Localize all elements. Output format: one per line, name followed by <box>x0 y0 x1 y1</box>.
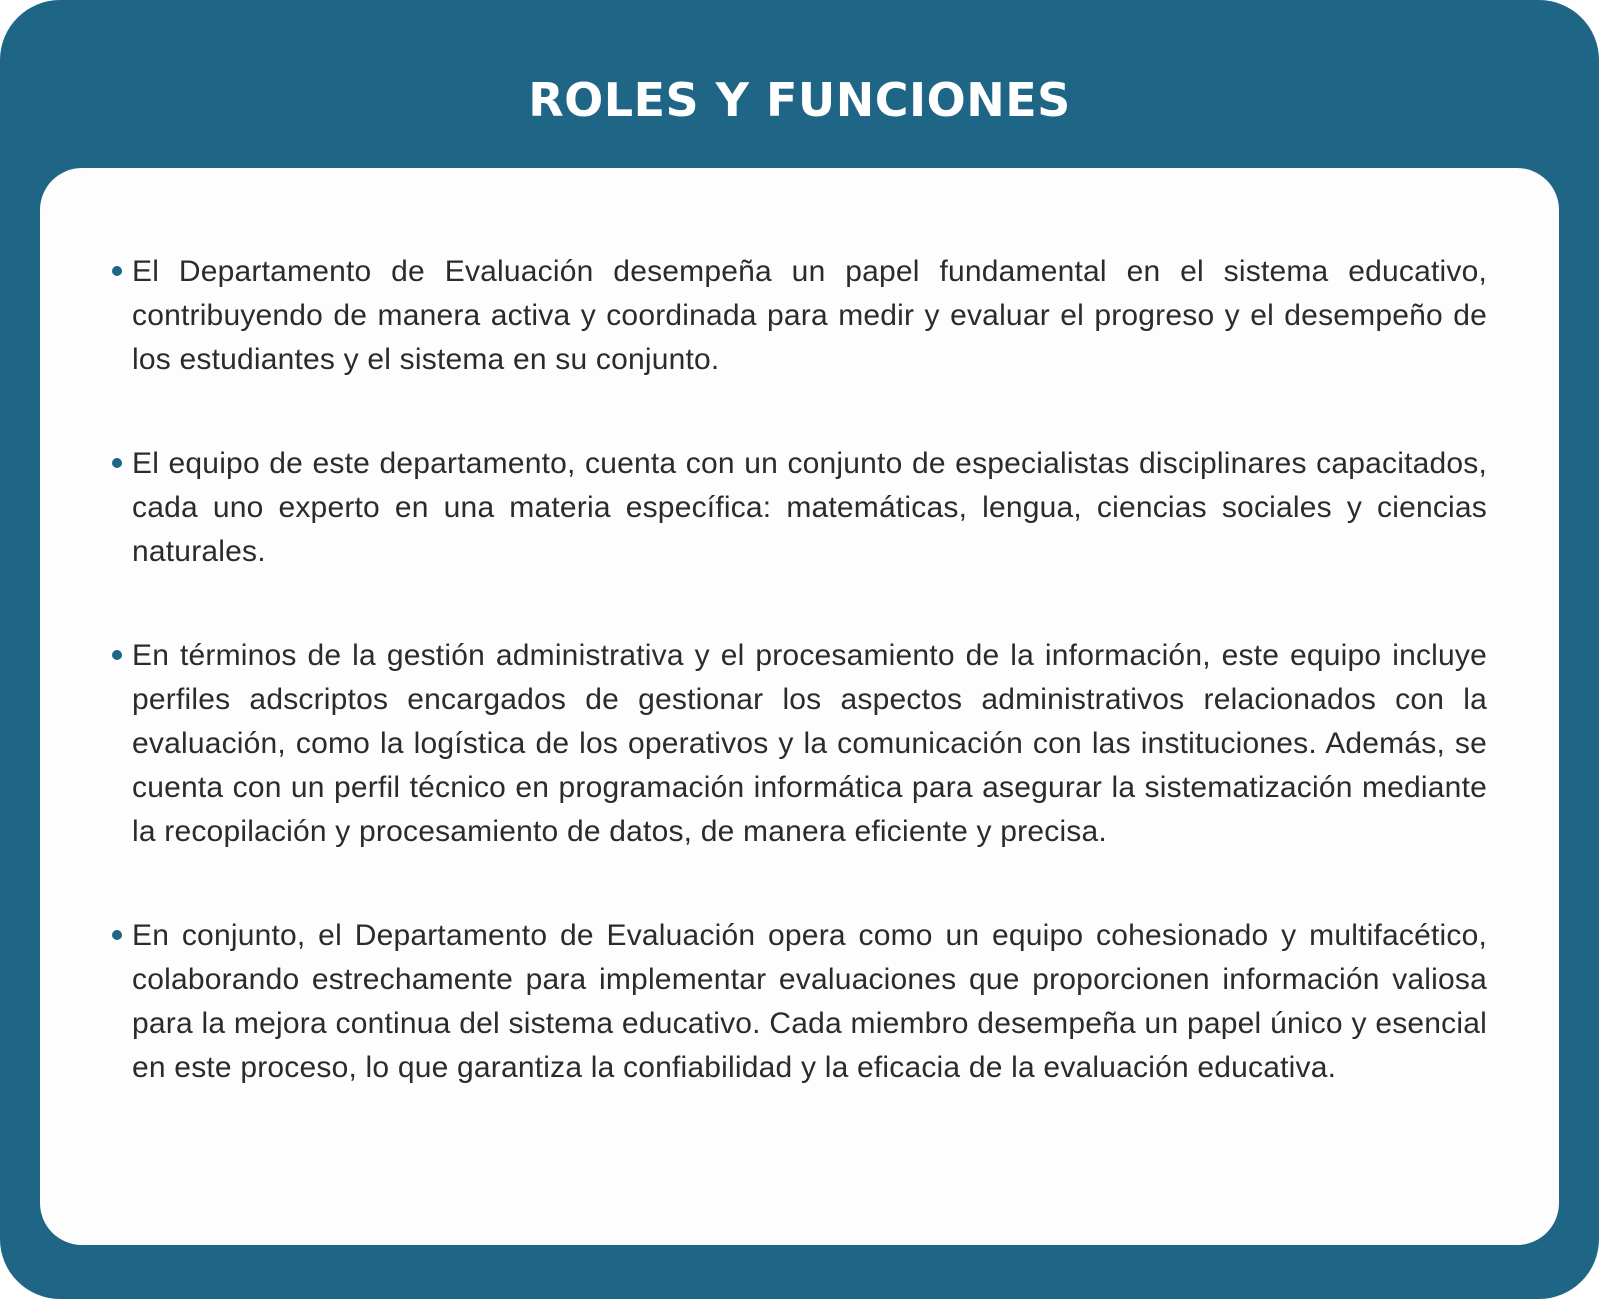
list-item-text: En conjunto, el Departamento de Evaluación opera como un equipo cohesionado y multifacético, colaborando estrechamente para implementar evaluaciones que proporcionen información valiosa para la mejora continua del sistema educativo. Cada miembro desempeña un papel único y esencial en este proceso, lo que garantiza la confiabilidad y la eficacia de la evaluación educativa. <box>132 919 1487 1084</box>
content-panel <box>40 168 1559 1245</box>
list-item <box>40 914 1559 1090</box>
list-item-text: En términos de la gestión administrativa y el procesamiento de la información, este equipo incluye perfiles adscriptos encargados de gestionar los aspectos administrativos relacionados con la evaluación, como la logística de los operativos y la comunicación con las instituciones. Además, se cuenta con un perfil técnico en programación informática para asegurar la sistematización mediante la recopilación y procesamiento de datos, de manera eficiente y precisa. <box>132 639 1487 848</box>
list-item <box>40 442 1559 574</box>
bullet-dot-icon <box>112 266 122 276</box>
bullet-dot-icon <box>112 650 122 660</box>
list-item <box>40 634 1559 854</box>
bullet-list <box>40 250 1559 1090</box>
bullet-dot-icon <box>112 458 122 468</box>
list-item-text: El equipo de este departamento, cuenta con un conjunto de especialistas disciplinares capacitados, cada uno experto en una materia específica: matemáticas, lengua, ciencias sociales y ciencias naturales. <box>132 447 1487 568</box>
bullet-dot-icon <box>112 930 122 940</box>
list-item <box>40 250 1559 382</box>
page-title: ROLES Y FUNCIONES <box>528 73 1071 127</box>
list-item-text: El Departamento de Evaluación desempeña un papel fundamental en el sistema educativo, contribuyendo de manera activa y coordinada para medir y evaluar el progreso y el desempeño de los estudiantes y el sistema en su conjunto. <box>132 255 1487 376</box>
